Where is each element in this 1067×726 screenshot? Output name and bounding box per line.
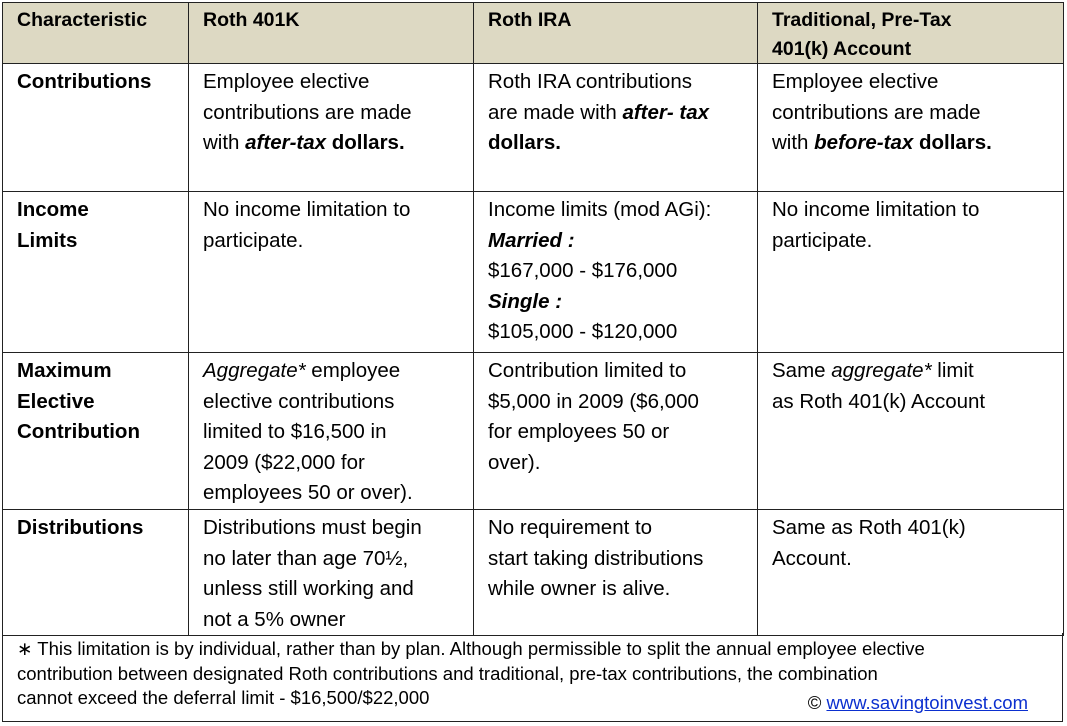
row-distributions [3, 509, 1064, 635]
cell-roth-ira: Contribution limited to $5,000 in 2009 ($6,000 for employees 50 or over). [474, 353, 758, 510]
footnote-line: contribution between designated Roth contributions and traditional, pre-tax contributions, the combination [17, 662, 878, 684]
footnote-line: ∗ This limitation is by individual, rather than by plan. Although permissible to split the annual employee elective [17, 638, 925, 659]
cell-roth-401k: Employee elective contributions are made with after-tax dollars. [189, 64, 474, 192]
comparison-table [2, 2, 1064, 636]
header-characteristic: Characteristic [3, 3, 189, 64]
cell-roth-401k: Distributions must begin no later than age 70½, unless still working and not a 5% owner [189, 509, 474, 635]
copyright-symbol: © [807, 691, 822, 713]
row-label: Maximum Elective Contribution [3, 353, 189, 510]
header-roth-401k: Roth 401K [189, 3, 474, 64]
cell-roth-401k: No income limitation to participate. [189, 192, 474, 353]
cell-roth-ira: No requirement to start taking distributions while owner is alive. [474, 509, 758, 635]
footnote-line: cannot exceed the deferral limit - $16,500/$22,000 [17, 687, 430, 708]
cell-traditional: No income limitation to participate. [758, 192, 1064, 353]
cell-traditional: Employee elective contributions are made with before-tax dollars. [758, 64, 1064, 192]
source-link[interactable]: www.savingtoinvest.com [826, 691, 1028, 713]
footnote [2, 633, 1063, 722]
row-contributions [3, 64, 1064, 192]
row-label: Contributions [3, 64, 189, 192]
cell-roth-ira: Income limits (mod AGi): Married : $167,000 - $176,000 Single : $105,000 - $120,000 [474, 192, 758, 353]
header-roth-ira: Roth IRA [474, 3, 758, 64]
row-label: Distributions [3, 509, 189, 635]
row-maximum-elective-contribution [3, 353, 1064, 510]
row-income-limits [3, 192, 1064, 353]
row-label: Income Limits [3, 192, 189, 353]
header-traditional: Traditional, Pre-Tax 401(k) Account [758, 3, 1064, 64]
cell-traditional: Same aggregate* limit as Roth 401(k) Account [758, 353, 1064, 510]
copyright-credit [808, 691, 1028, 716]
header-row [3, 3, 1064, 64]
cell-traditional: Same as Roth 401(k) Account. [758, 509, 1064, 635]
cell-roth-ira: Roth IRA contributions are made with after- tax dollars. [474, 64, 758, 192]
cell-roth-401k: Aggregate* employee elective contributions limited to $16,500 in 2009 ($22,000 for employees 50 or over). [189, 353, 474, 510]
